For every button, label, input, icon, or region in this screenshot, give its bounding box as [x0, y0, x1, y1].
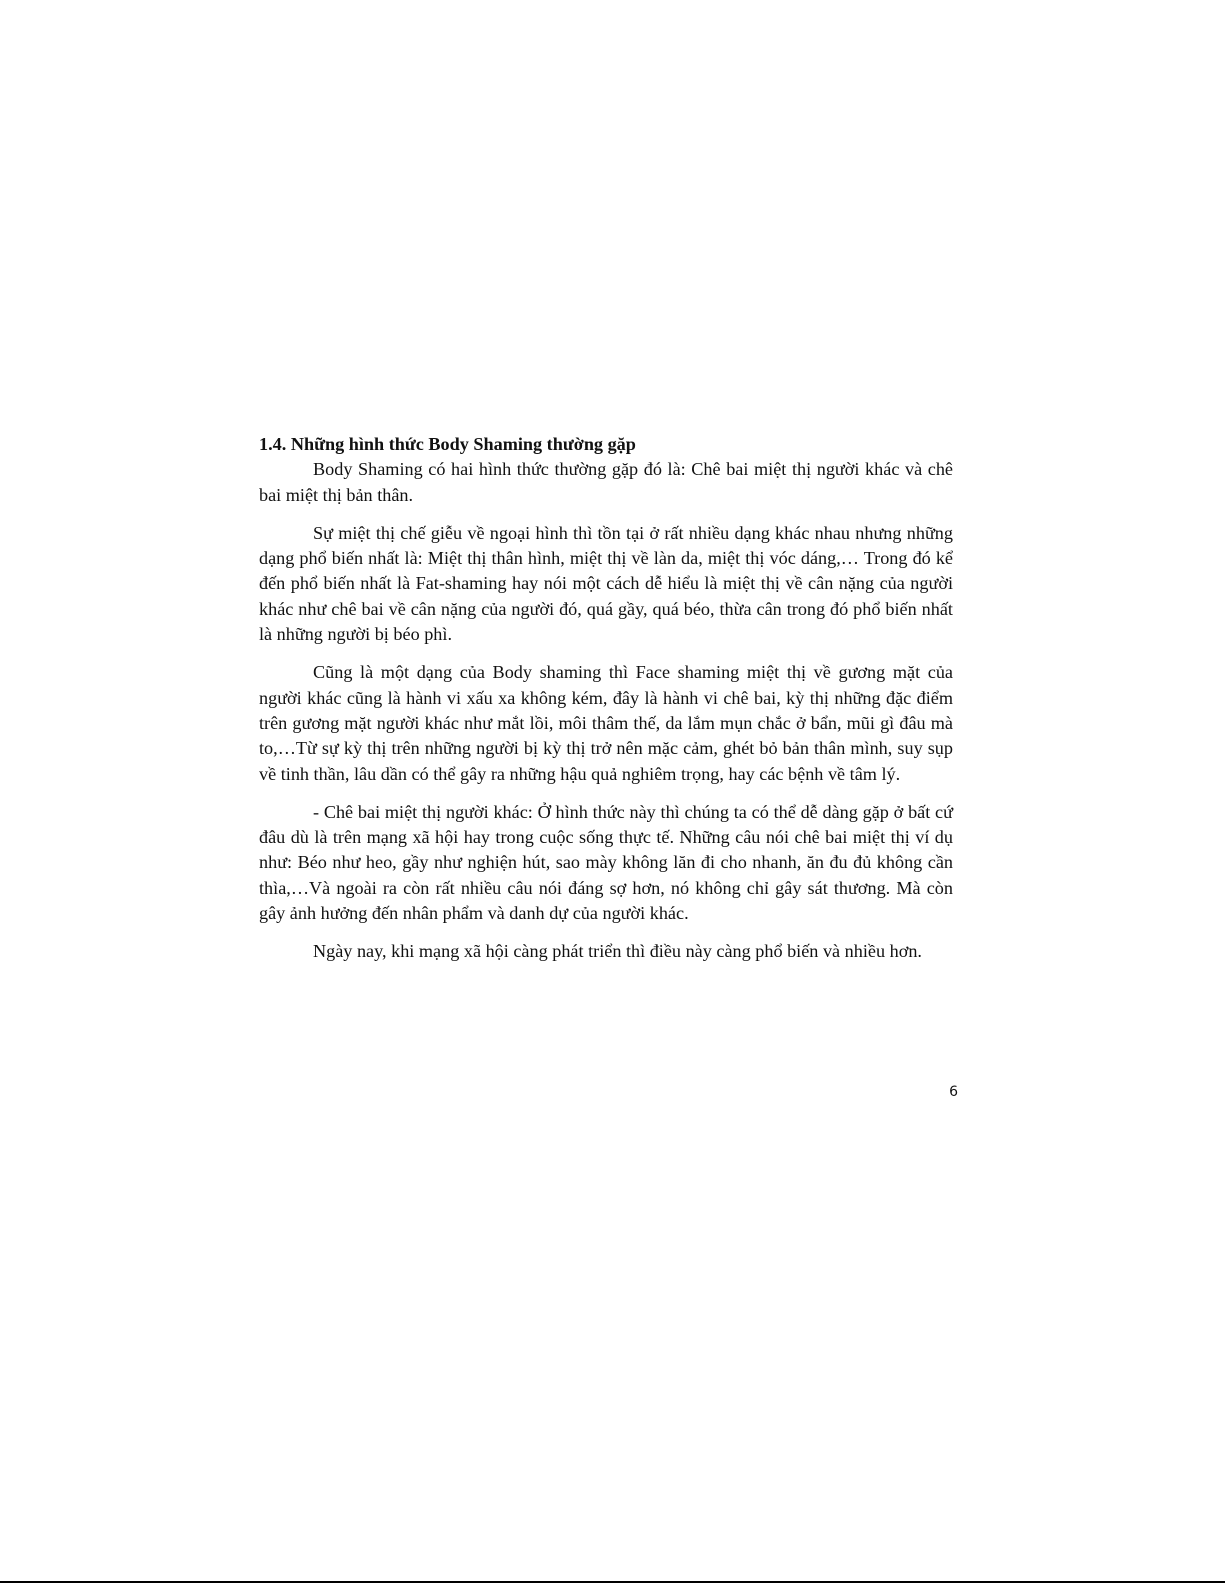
paragraph-face-shaming: Cũng là một dạng của Body shaming thì Face shaming miệt thị về gương mặt của người khác cũng là hành vi xấu xa không kém, đây là hành vi chê bai, kỳ thị những đặc điểm trên gương mặt người khác như mắt lồi, môi thâm thế, da lắm mụn chắc ở bẩn, mũi gì đâu mà to,…Từ sự kỳ thị trên những người bị kỳ thị trở nên mặc cảm, ghét bỏ bản thân mình, suy sụp về tinh thần, lâu dần có thể gây ra những hậu quả nghiêm trọng, hay các bệnh về tâm lý.: [259, 662, 953, 784]
paragraph-social-media: Ngày nay, khi mạng xã hội càng phát triển thì điều này càng phổ biến và nhiều hơn.: [313, 941, 922, 962]
paragraph-forms: Sự miệt thị chế giễu về ngoại hình thì tồn tại ở rất nhiều dạng khác nhau nhưng những dạng phổ biến nhất là: Miệt thị thân hình, miệt thị về làn da, miệt thị vóc dáng,… Trong đó kể đến phổ biến nhất là Fat-shaming hay nói một cách dễ hiểu là miệt thị về cân nặng của người khác như chê bai về cân nặng của người đó, quá gầy, quá béo, thừa cân trong đó phổ biến nhất là những người bị béo phì.: [259, 522, 953, 645]
paragraph-shaming-others: - Chê bai miệt thị người khác: Ở hình thức này thì chúng ta có thể dễ dàng gặp ở bất cứ đâu dù là trên mạng xã hội hay trong cuộc sống thực tế. Những câu nói chê bai miệt thị ví dụ như: Béo như heo, gầy như nghiện hút, sao mày không lăn đi cho nhanh, ăn đu đủ không cần thìa,…Và ngoài ra còn rất nhiều câu nói đáng sợ hơn, nó không chỉ gây sát thương. Mà còn gây ảnh hưởng đến nhân phẩm và danh dự của người khác.: [259, 801, 953, 924]
section-body: [259, 432, 953, 978]
section-heading: 1.4. Những hình thức Body Shaming thường gặp: [259, 434, 636, 454]
bottom-border-line: [0, 1581, 1225, 1583]
paragraph-intro: Body Shaming có hai hình thức thường gặp đó là: Chê bai miệt thị người khác và chê bai miệt thị bản thân.: [259, 459, 953, 505]
page-number: 6: [949, 1084, 958, 1100]
